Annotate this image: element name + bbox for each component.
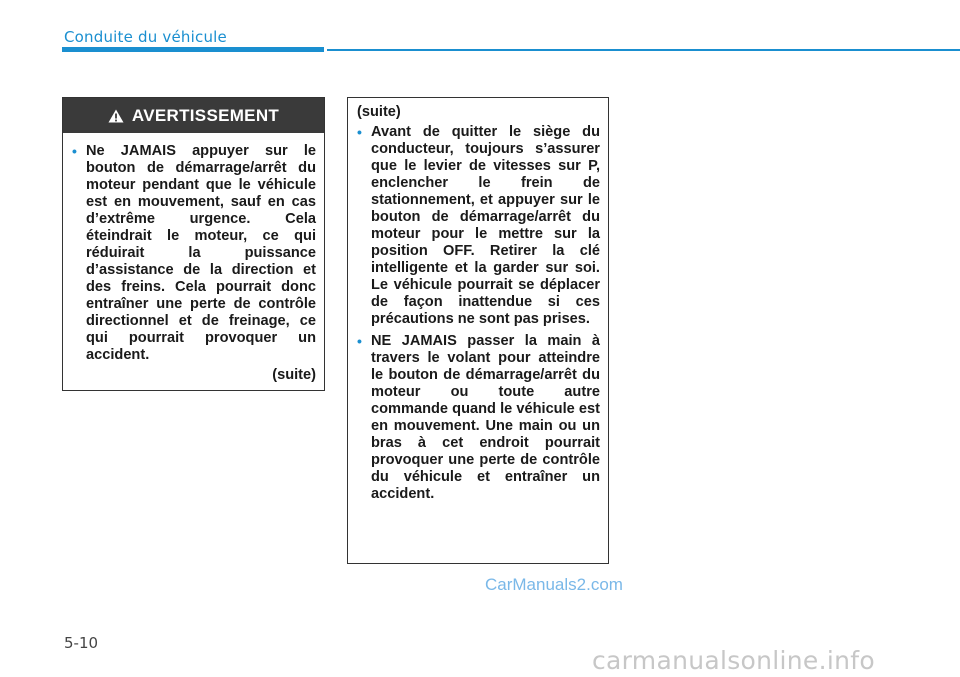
warning-body [63,133,324,384]
warning-triangle-icon [108,109,124,123]
watermark-primary: CarManuals2.com [485,575,623,594]
warning-item [72,143,316,364]
continuation-item-text: Avant de quitter le siège du conducteur, toujours s’assurer que le levier de vitesses sur P, enclencher le frein de stationnement, et appuyer sur le bouton de démarrage/arrêt du moteur pour le mettre sur la position OFF. Retirer la clé intelligente et la garder sur soi. Le véhicule pourrait se déplacer de façon inattendue si ces précautions ne sont pas prises. [371,124,600,327]
bullet-icon: • [357,333,362,349]
continuation-body [348,98,608,503]
warning-title: AVERTISSEMENT [131,105,280,125]
continuation-box [347,97,609,564]
warning-item-text: Ne JAMAIS appuyer sur le bouton de démarrage/arrêt du moteur pendant que le véhicule est en mouvement, sauf en cas d’extrême urgence. Cela éteindrait le moteur, ce qui réduirait la puissance d’assistance de la direction et des freins. Cela pourrait donc entraîner une perte de contrôle directionnel et de freinage, ce qui pourrait provoquer un accident. [86,143,316,363]
continued-label: (suite) [272,367,316,383]
warning-header [63,98,324,133]
watermark-secondary: carmanualsonline.info [592,646,875,675]
continuation-item [357,124,600,328]
bullet-icon: • [357,124,362,140]
section-title: Conduite du véhicule [64,28,227,46]
header-rule-thick [62,47,324,52]
bullet-icon: • [72,143,77,159]
continuation-item [357,333,600,503]
header-rule-thin [327,49,960,51]
page-number: 5-10 [64,634,99,652]
warning-box [62,97,325,391]
continuation-label: (suite) [357,104,401,120]
continuation-item-text: NE JAMAIS passer la main à travers le volant pour atteindre le bouton de démarrage/arrêt du moteur ou toute autre commande quand le véhicule est en mouvement. Une main ou un bras à cet endroit pourrait provoquer une perte de contrôle du véhicule et entraîner un accident. [371,333,600,502]
